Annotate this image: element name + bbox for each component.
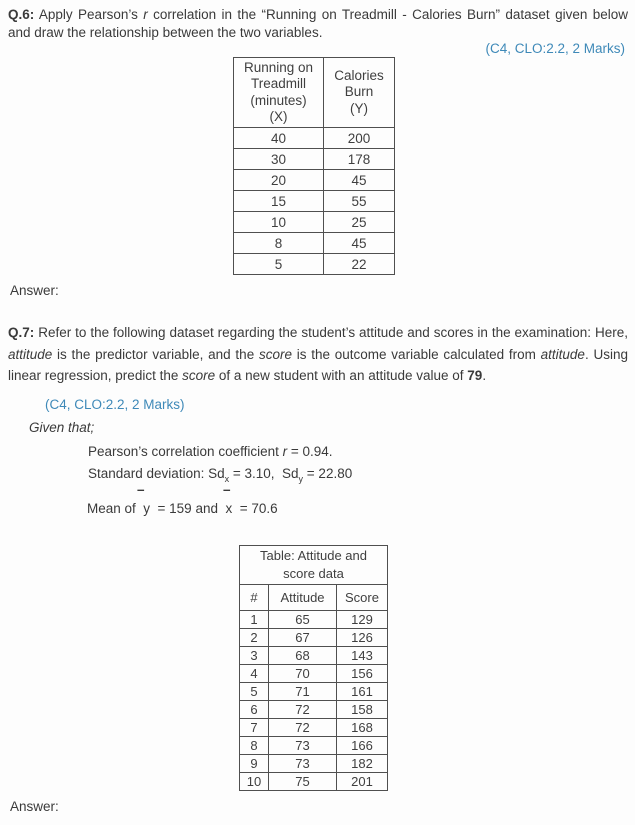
y-value-cell: 45 <box>324 233 395 254</box>
q6-answer-label: Answer: <box>10 283 59 298</box>
q7-score-term: score <box>258 346 292 362</box>
q6-marks-annotation: (C4, CLO:2.2, 2 Marks) <box>485 41 625 56</box>
stddev-y-value: = 22.80 <box>303 466 353 481</box>
score-cell: 201 <box>337 773 388 791</box>
attitude-cell: 70 <box>269 665 337 683</box>
mean-x-symbol: x <box>225 501 233 516</box>
x-value-cell: 15 <box>234 191 324 212</box>
header-line: (X) <box>269 109 288 124</box>
header-line: (Y) <box>350 100 368 116</box>
attitude-cell: 72 <box>269 701 337 719</box>
table-row <box>234 191 395 212</box>
table-row <box>240 755 388 773</box>
treadmill-calories-table <box>233 57 395 275</box>
mean-text: Mean of <box>87 501 144 516</box>
calories-column-header <box>324 58 395 128</box>
table-row <box>240 611 388 629</box>
attitude-cell: 75 <box>269 773 337 791</box>
attitude-score-table <box>239 545 388 791</box>
q7-attitude-term: attitude <box>8 346 53 362</box>
pearson-text: Pearson’s correlation coefficient <box>88 444 283 459</box>
table-row <box>234 170 395 191</box>
q7-marks-annotation: (C4, CLO:2.2, 2 Marks) <box>45 397 185 412</box>
stddev-text: Standard deviation: Sd <box>88 466 225 481</box>
index-cell: 7 <box>240 719 269 737</box>
x-value-cell: 20 <box>234 170 324 191</box>
score-cell: 143 <box>337 647 388 665</box>
q7-text-3: is the outcome variable calculated from <box>291 346 541 362</box>
table-title-row <box>240 546 388 585</box>
attitude-cell: 65 <box>269 611 337 629</box>
x-value-cell: 8 <box>234 233 324 254</box>
table-row <box>240 647 388 665</box>
stddev-x-subscript: x <box>224 474 230 484</box>
y-value-cell: 55 <box>324 191 395 212</box>
index-cell: 9 <box>240 755 269 773</box>
pearson-r-symbol: r <box>282 444 288 459</box>
score-column-header: Score <box>337 585 388 611</box>
q6-text-1: Apply Pearson’s <box>34 7 144 22</box>
x-value-cell: 5 <box>234 254 324 275</box>
table-row <box>234 149 395 170</box>
table-row <box>234 233 395 254</box>
attitude-cell: 68 <box>269 647 337 665</box>
attitude-cell: 73 <box>269 755 337 773</box>
header-line: Calories <box>334 67 384 83</box>
mean-y-symbol: y <box>143 501 151 516</box>
pearson-value: = 0.94. <box>287 444 333 459</box>
q7-answer-label: Answer: <box>10 799 59 814</box>
index-cell: 4 <box>240 665 269 683</box>
y-value-cell: 25 <box>324 212 395 233</box>
index-cell: 8 <box>240 737 269 755</box>
score-cell: 126 <box>337 629 388 647</box>
q7-label: Q.7: <box>8 325 35 340</box>
table-row <box>240 701 388 719</box>
index-cell: 2 <box>240 629 269 647</box>
table-title-line: score data <box>283 566 344 581</box>
score-cell: 168 <box>337 719 388 737</box>
q6-label: Q.6: <box>8 7 35 22</box>
index-cell: 3 <box>240 647 269 665</box>
q7-text-1: Refer to the following dataset regarding the student’s attitude and scores in the examination: Here, <box>34 325 628 340</box>
q7-attitude-term: attitude <box>540 346 585 362</box>
table-row <box>240 737 388 755</box>
attitude-cell: 67 <box>269 629 337 647</box>
score-cell: 182 <box>337 755 388 773</box>
q7-text-2: is the predictor variable, and the <box>52 346 259 362</box>
table-row <box>234 254 395 275</box>
score-cell: 161 <box>337 683 388 701</box>
table-row <box>240 683 388 701</box>
table-row <box>240 665 388 683</box>
table-row <box>240 773 388 791</box>
given-that-label: Given that; <box>29 420 95 435</box>
index-cell: 6 <box>240 701 269 719</box>
x-value-cell: 40 <box>234 128 324 149</box>
attitude-cell: 72 <box>269 719 337 737</box>
index-cell: 5 <box>240 683 269 701</box>
table-row <box>240 719 388 737</box>
q7-question-paragraph <box>8 322 628 387</box>
index-column-header: # <box>240 585 269 611</box>
mean-x-value: = 70.6 <box>232 501 278 516</box>
q6-question-paragraph <box>8 6 628 41</box>
q6-r-symbol: r <box>143 7 148 22</box>
table-row <box>234 128 395 149</box>
attitude-cell: 73 <box>269 737 337 755</box>
y-overbar-mark: – <box>137 482 145 497</box>
table-header-row <box>234 58 395 128</box>
x-value-cell: 10 <box>234 212 324 233</box>
mean-values-line <box>87 501 278 516</box>
table-row <box>234 212 395 233</box>
y-value-cell: 22 <box>324 254 395 275</box>
header-line: Treadmill <box>250 76 306 91</box>
header-line: Burn <box>344 84 374 100</box>
index-cell: 10 <box>240 773 269 791</box>
q7-text-6: . <box>482 368 487 383</box>
attitude-cell: 71 <box>269 683 337 701</box>
index-cell: 1 <box>240 611 269 629</box>
attitude-column-header: Attitude <box>269 585 337 611</box>
treadmill-column-header <box>234 58 324 128</box>
header-line: Running on <box>243 59 314 75</box>
q7-text-5: of a new student with an attitude value of <box>215 368 468 383</box>
y-value-cell: 200 <box>324 128 395 149</box>
x-value-cell: 30 <box>234 149 324 170</box>
y-value-cell: 45 <box>324 170 395 191</box>
y-value-cell: 178 <box>324 149 395 170</box>
table-title-line: Table: Attitude and <box>260 548 367 563</box>
q7-attitude-value: 79 <box>467 368 483 383</box>
table-row <box>240 629 388 647</box>
stddev-y-subscript: y <box>298 474 304 484</box>
x-overbar-mark: – <box>223 482 231 497</box>
score-cell: 158 <box>337 701 388 719</box>
standard-deviation-line <box>88 466 352 484</box>
table-title-cell <box>240 546 388 585</box>
q6-text-2: correlation in the “Running on Treadmill - Calories Burn” dataset given below and draw the relationship between the two variables. <box>8 7 628 40</box>
stddev-x-value: = 3.10, Sd <box>229 466 299 481</box>
header-line: (minutes) <box>250 92 307 108</box>
score-cell: 156 <box>337 665 388 683</box>
table-header-row <box>240 585 388 611</box>
mean-y-value: = 159 and <box>150 501 226 516</box>
pearson-coefficient-line <box>88 444 333 459</box>
score-cell: 166 <box>337 737 388 755</box>
q7-text-4: . Using linear regression, predict the <box>8 346 628 383</box>
q7-score-term: score <box>182 368 216 383</box>
score-cell: 129 <box>337 611 388 629</box>
